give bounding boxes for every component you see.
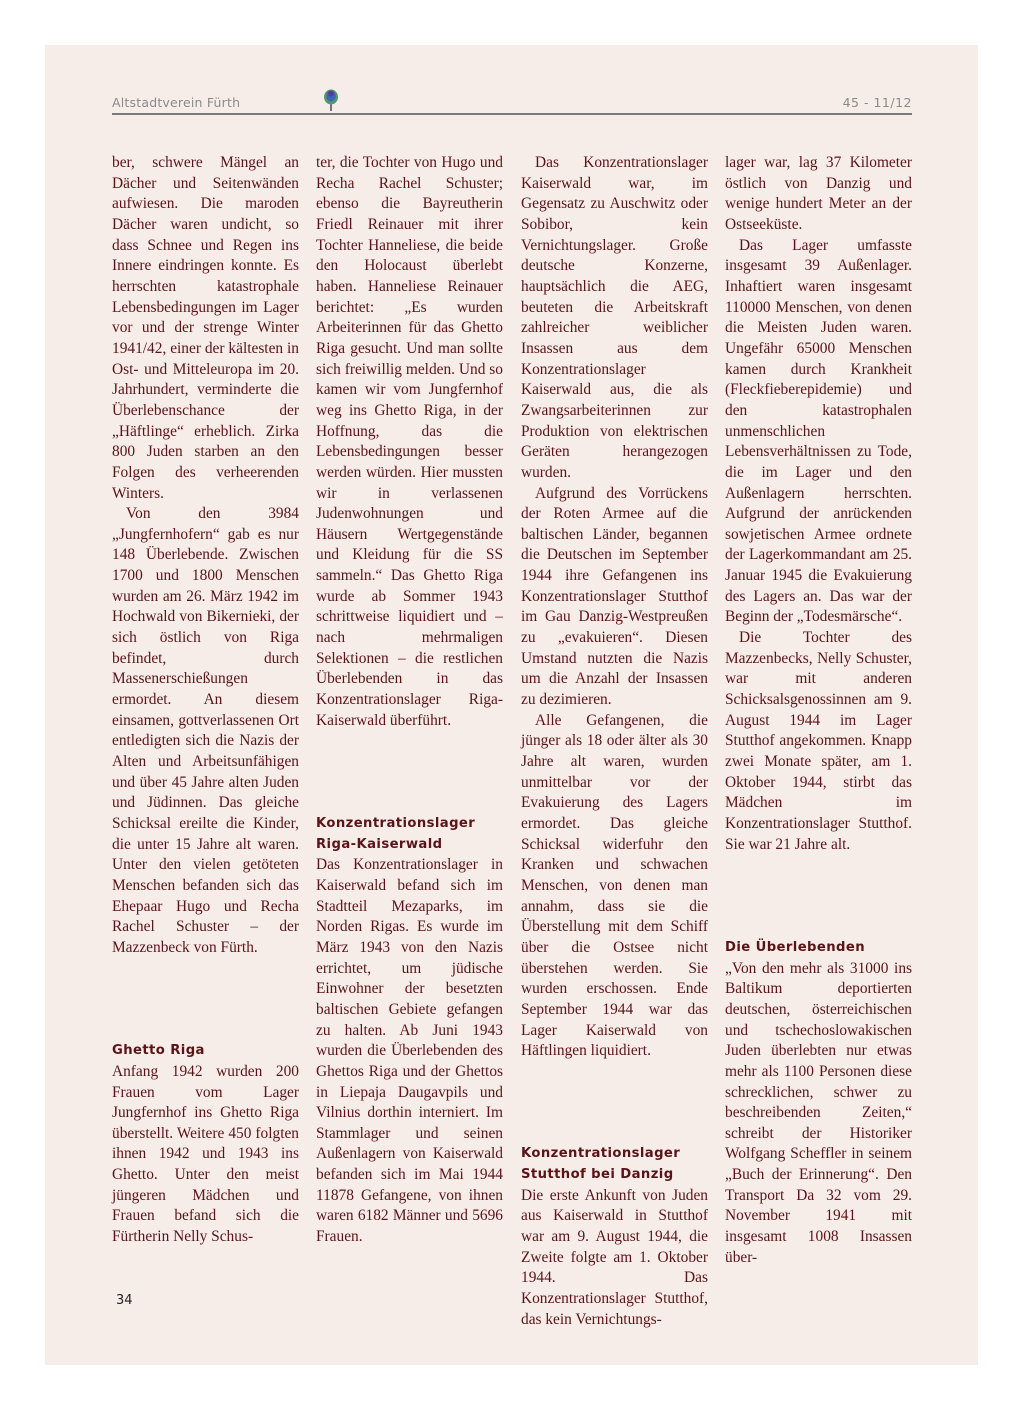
issue-number: 45 - 11/12 [842,95,912,110]
paragraph: lager war, lag 37 Kilometer östlich von Danzig und wenige hundert Meter an der Ostseeküste. [725,154,912,233]
publication-name: Altstadtverein Fürth [112,95,241,110]
paragraph: „Von den mehr als 31000 ins Baltikum deportierten deutschen, österreichischen und tschechoslowakischen Juden überlebten nur etwas mehr als 1100 Personen diese schrecklichen, schwer zu beschreibenden Zeiten,“ schreibt der Historiker Wolfgang Scheffler in seinem „Buch der Erinnerung“. Den Transport Da 32 vom 29. November 1941 mit insgesamt 1008 Insassen über- [725,959,912,1266]
text-column-1 [112,153,299,1248]
tree-logo-icon [323,89,339,111]
text-column-3 [521,153,708,1330]
running-header [112,95,912,115]
text-column-2 [316,153,503,1248]
paragraph: Das Lager umfasste insgesamt 39 Außenlager. Inhaftiert waren insgesamt 110000 Menschen, von denen die Meisten Juden waren. Ungefähr 65000 Menschen kamen durch Krankheit (Fleckfieberepidemie) und den katastrophalen unmenschlichen Lebensverhältnissen zu Tode, die im Lager und den Außenlagern herrschten. Aufgrund der anrückenden sowjetischen Armee ordnete der Lagerkommandant am 25. Januar 1945 die Evakuierung des Lagers an. Das war der Beginn der „Todesmärsche“. [725,236,912,626]
paragraph: Anfang 1942 wurden 200 Frauen vom Lager Jungfernhof ins Ghetto Riga überstellt. Weitere 450 folgten ihnen 1942 und 1943 ins Ghetto. Unter den meist jüngeren Mädchen und Frauen befand sich die Fürtherin Nelly Schus- [112,1062,299,1246]
paragraph: Die erste Ankunft von Juden aus Kaiserwald in Stutthof war am 9. August 1944, die Zweite folgte am 1. Oktober 1944. Das Konzentrationslager Stutthof, das kein Vernichtungs- [521,1186,708,1328]
paragraph: Von den 3984 „Jungfernhofern“ gab es nur 148 Überlebende. Zwischen 1700 und 1800 Menschen wurden am 26. März 1942 im Hochwald von Bikernieki, der sich östlich von Riga befindet, durch Massenerschießungen ermordet. An diesem einsamen, gottverlassenen Ort entledigten sich die Nazis der Alten und Arbeitsunfähigen und über 45 Jahre alten Juden und Jüdinnen. Das gleiche Schicksal ereilte die Kinder, die unter 15 Jahre alt waren. Unter den vielen getöteten Menschen befanden sich das Ehepaar Hugo und Recha Rachel Schuster – der Mazzenbeck von Fürth. [112,505,299,956]
magazine-page [45,45,978,1365]
page-number: 34 [116,1293,133,1308]
paragraph: Das Konzentrationslager Kaiserwald war, im Gegensatz zu Auschwitz oder Sobibor, kein Vernichtungslager. Große deutsche Konzerne, hauptsächlich die AEG, beuteten die Arbeitskraft zahlreicher weiblicher Insassen aus dem Konzentrationslager Kaiserwald aus, die als Zwangsarbeiterinnen zur Produktion von elektrischen Geräten herangezogen wurden. [521,154,708,481]
paragraph: Aufgrund des Vorrückens der Roten Armee auf die baltischen Länder, begannen die Deutschen im September 1944 ihre Gefangenen ins Konzentrationslager Stutthof im Gau Danzig-Westpreußen zu „evakuieren“. Diesen Umstand nutzten die Nazis um die Anzahl der Insassen zu dezimieren. [521,484,708,709]
paragraph: ter, die Tochter von Hugo und Recha Rachel Schuster; ebenso die Bayreutherin Friedl Reinauer mit ihrer Tochter Hanneliese, die beide den Holocaust überlebt haben. Hanneliese Reinauer berichtet: „Es wurden Arbeiterinnen für das Ghetto Riga gesucht. Und man sollte sich freiwillig melden. Und so kamen wir vom Jungfernhof weg ins Ghetto Riga, in der Hoffnung, das die Lebensbedingungen besser werden würden. Hier mussten wir in verlassenen Judenwohnungen und Häusern Wertgegenstände und Kleidung für die SS sammeln.“ Das Ghetto Riga wurde ab Sommer 1943 schrittweise liquidiert und – nach mehrmaligen Selektionen – die restlichen Überlebenden in das Konzentrationslager Riga-Kaiserwald überführt. [316,154,503,729]
section-heading: Konzentrationslager Riga-Kaiserwald [316,815,476,852]
section-heading: Ghetto Riga [112,1043,205,1059]
paragraph: Alle Gefangenen, die jünger als 18 oder älter als 30 Jahre alt waren, wurden unmittelbar vor der Evakuierung des Lagers ermordet. Das gleiche Schicksal widerfuhr den Kranken und schwachen Menschen, von denen man annahm, dass sie die Überstellung mit dem Schiff über die Ostsee nicht überstehen werden. Sie wurden erschossen. Ende September 1944 war das Lager Kaiserwald von Häftlingen liquidiert. [521,711,708,1060]
text-column-4 [725,153,912,1268]
section-heading: Konzentrationslager Stutthof bei Danzig [521,1146,681,1183]
paragraph: ber, schwere Mängel an Dächer und Seitenwänden aufwiesen. Die maroden Dächer waren undicht, so dass Schnee und Regen ins Innere eindringen konnte. Es herrschten katastrophale Lebensbedingungen im Lager vor und der strenge Winter 1941/42, einer der kältesten in Ost- und Mitteleuropa im 20. Jahrhundert, verminderte die Überlebenschance der „Häftlinge“ erheblich. Zirka 800 Juden starben an den Folgen des verheerenden Winters. [112,154,299,502]
paragraph: Die Tochter des Mazzenbecks, Nelly Schuster, war mit anderen Schicksalsgenossinnen am 9. August 1944 im Lager Stutthof angekommen. Knapp zwei Monate später, am 1. Oktober 1944, stirbt das Mädchen im Konzentrationslager Stutthof. Sie war 21 Jahre alt. [725,629,912,853]
paragraph: Das Konzentrationslager in Kaiserwald befand sich im Stadtteil Mezaparks, im Norden Rigas. Es wurde im März 1943 von den Nazis errichtet, um jüdische Einwohner der besetzten baltischen Gebiete gefangen zu halten. Ab Juni 1943 wurden die Überlebenden des Ghettos Riga und der Ghettos in Liepaja Daugavpils und Vilnius dorthin interniert. Im Stammlager und seinen Außenlagern von Kaiserwald befanden sich im Mai 1944 11878 Gefangene, von ihnen waren 6182 Männer und 5696 Frauen. [316,856,503,1246]
section-heading: Die Überlebenden [725,939,866,955]
